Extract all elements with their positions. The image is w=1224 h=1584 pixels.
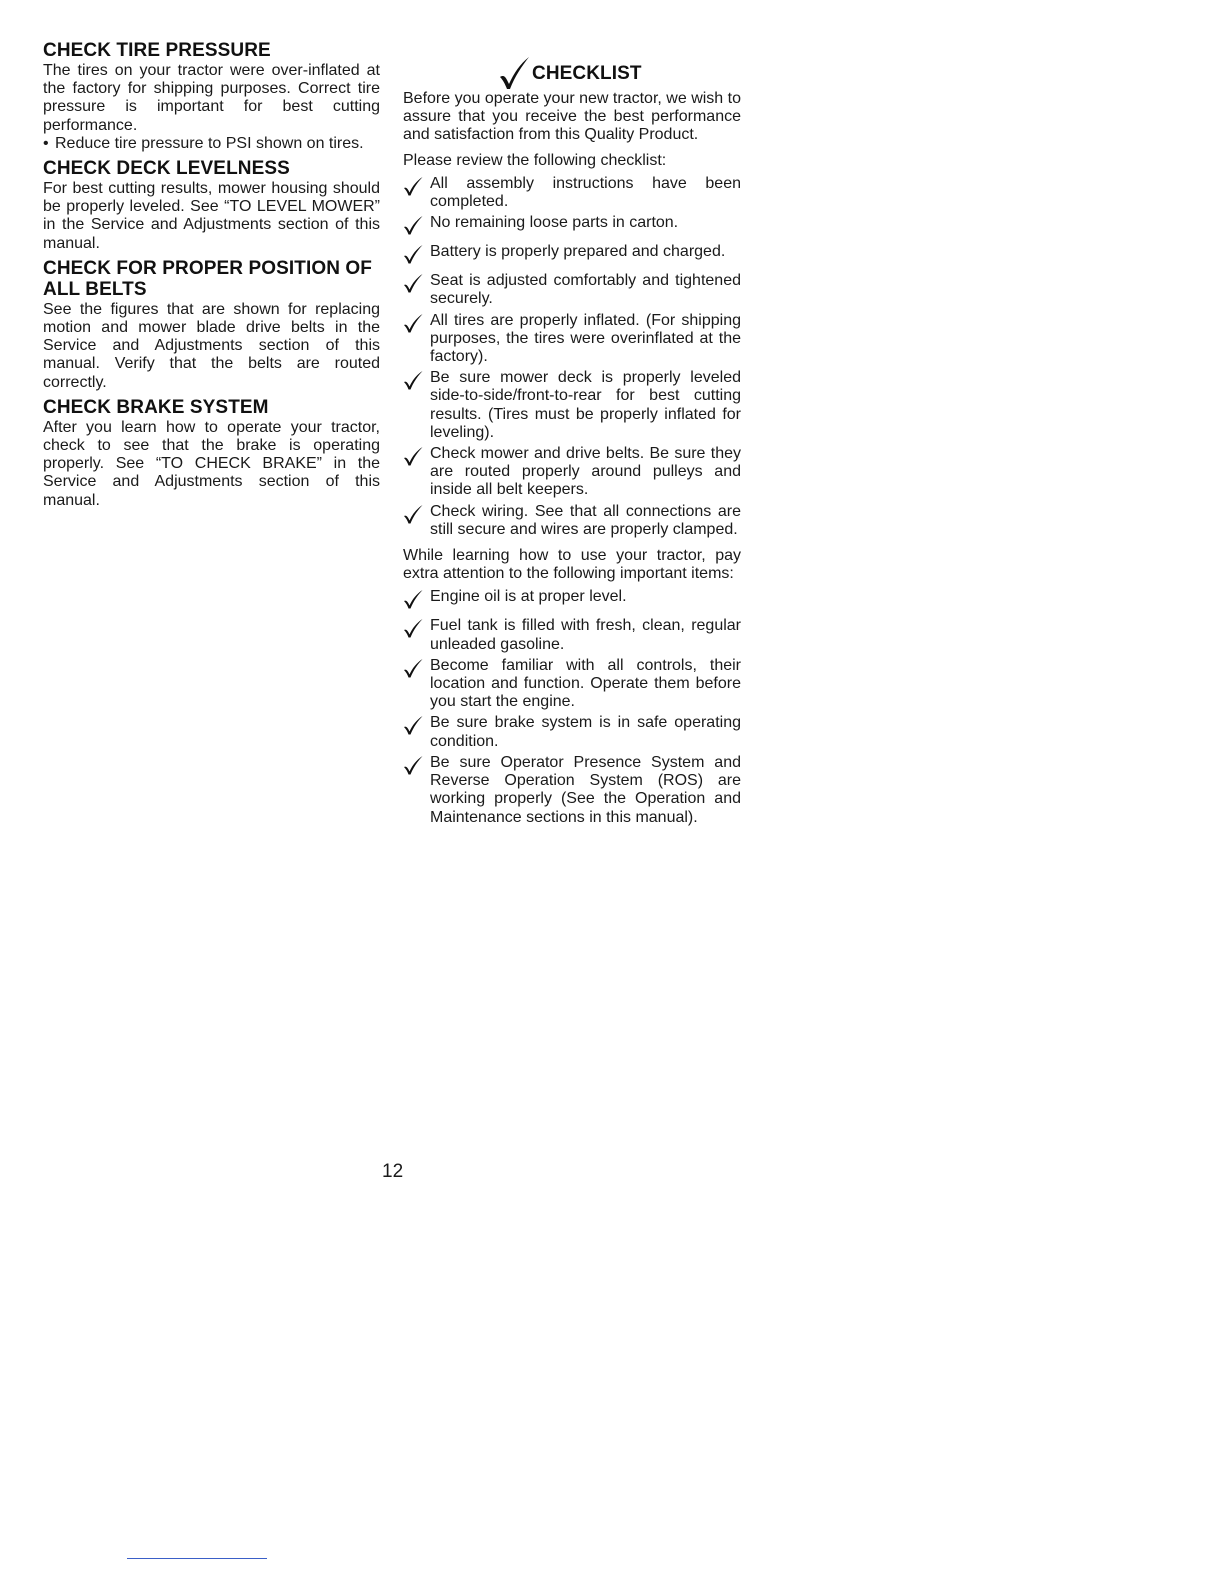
checklist-item-text: Battery is properly prepared and charged. [430,243,726,261]
checklist-item [403,714,741,750]
right-column [403,54,741,835]
check-mark-icon [403,272,430,308]
checklist-title [498,54,741,90]
checklist-item [403,243,741,269]
section-heading: CHECK DECK LEVELNESS [43,158,290,180]
checklist-item [403,754,741,827]
check-mark-icon [403,503,430,539]
checklist-item [403,617,741,653]
checklist-item-text: Check mower and drive belts. Be sure they are routed properly around pulleys and inside all belt keepers. [430,445,741,499]
belts-section [43,258,380,392]
checklist-item-text: Fuel tank is filled with fresh, clean, regular unleaded gasoline. [430,617,741,653]
page-number: 12 [382,1161,404,1182]
checklist-item-text: Be sure brake system is in safe operating condition. [430,714,741,750]
checklist-review-lead: Please review the following checklist: [403,151,667,169]
checklist-item [403,272,741,308]
check-mark-icon [403,657,430,712]
checklist-item [403,445,741,500]
footer-rule [127,1558,267,1559]
check-mark-icon [403,175,430,211]
checklist-item-text: Engine oil is at proper level. [430,588,627,606]
brake-system-section [43,397,380,510]
check-mark-icon [403,243,430,269]
section-body: See the figures that are shown for replacing motion and mower blade drive belts in the Service and Adjustments section of this manual. Verify that the belts are routed correctly. [43,300,380,391]
section-heading: CHECK TIRE PRESSURE [43,40,271,61]
checklist-item [403,657,741,712]
section-body: After you learn how to operate your tractor, check to see that the brake is operating properly. See “TO CHECK BRAKE” in the Service and Adjustments section of this manual. [43,418,380,509]
checklist-item [403,369,741,442]
checklist-item [403,214,741,240]
checklist-heading: CHECKLIST [532,63,642,84]
checklist-item [403,588,741,614]
check-mark-icon [498,56,530,90]
checklist-items [403,175,741,539]
checklist-intro: Before you operate your new tractor, we wish to assure that you receive the best performance and satisfaction from this Quality Product. [403,90,741,144]
checklist-item-text: Become familiar with all controls, their location and function. Operate them before you start the engine. [430,656,741,711]
checklist-item-text: Be sure mower deck is properly leveled side-to-side/front-to-rear for best cutting results. (Tires must be properly inflated for leveling). [430,369,741,441]
checklist-item [403,175,741,211]
section-heading: CHECK FOR PROPER POSITION OF ALL BELTS [43,257,372,300]
left-column [43,40,380,515]
section-body: The tires on your tractor were over-inflated at the factory for shipping purposes. Correct tire pressure is important for best cutting performance. [43,62,380,134]
check-mark-icon [403,369,430,442]
section-heading: CHECK BRAKE SYSTEM [43,396,269,418]
deck-levelness-section [43,158,380,253]
bullet-item [43,135,380,153]
attention-items [403,588,741,826]
check-mark-icon [403,312,430,367]
check-mark-icon [403,617,430,653]
attention-lead: While learning how to use your tractor, pay extra attention to the following important items: [403,547,741,583]
checklist-item-text: Be sure Operator Presence System and Reverse Operation System (ROS) are working properly (See the Operation and Maintenance sections in this manual). [430,753,741,826]
check-mark-icon [403,754,430,827]
check-mark-icon [403,714,430,750]
check-mark-icon [403,214,430,240]
checklist-item-text: All assembly instructions have been completed. [430,174,741,211]
checklist-item-text: All tires are properly inflated. (For shipping purposes, the tires were overinflated at the factory). [430,311,741,366]
checklist-item-text: Check wiring. See that all connections are still secure and wires are properly clamped. [430,502,741,538]
tire-pressure-section [43,40,380,153]
check-mark-icon [403,445,430,500]
checklist-item [403,312,741,367]
bullet-text: Reduce tire pressure to PSI shown on tires. [55,134,364,152]
bullet-dot-icon: • [43,134,49,152]
checklist-item [403,503,741,539]
check-mark-icon [403,588,430,614]
checklist-item-text: No remaining loose parts in carton. [430,214,679,232]
checklist-item-text: Seat is adjusted comfortably and tightened securely. [430,272,741,308]
section-body: For best cutting results, mower housing should be properly leveled. See “TO LEVEL MOWER” in the Service and Adjustments section of this manual. [43,180,380,252]
